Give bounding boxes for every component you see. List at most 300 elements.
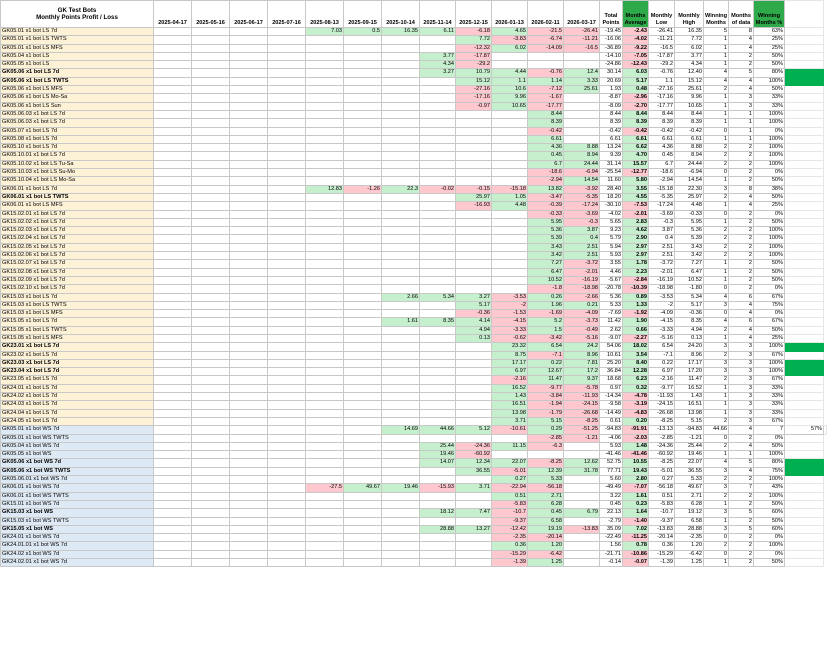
value-cell[interactable]	[382, 102, 420, 110]
value-cell[interactable]	[154, 152, 192, 160]
value-cell[interactable]	[306, 550, 344, 558]
bot-name-cell[interactable]: GK05.10.01 x1 bot LS 7d	[1, 152, 154, 160]
value-cell[interactable]: 0.36	[492, 542, 528, 550]
value-cell[interactable]: -17.77	[528, 102, 564, 110]
value-cell[interactable]	[420, 252, 456, 260]
value-cell[interactable]	[306, 135, 344, 143]
value-cell[interactable]: 7	[754, 426, 785, 434]
value-cell[interactable]	[154, 318, 192, 326]
value-cell[interactable]	[154, 451, 192, 459]
value-cell[interactable]	[230, 359, 268, 367]
bot-name-cell[interactable]: GK24.05 x1 bot LS 7d	[1, 417, 154, 425]
value-cell[interactable]	[344, 243, 382, 251]
value-cell[interactable]	[154, 77, 192, 85]
value-cell[interactable]: -0.14	[600, 559, 623, 567]
bot-name-cell[interactable]: GK15.02.09 x1 bot LS 7d	[1, 276, 154, 284]
value-cell[interactable]: 5.36	[528, 227, 564, 235]
value-cell[interactable]: 6.79	[564, 509, 600, 517]
value-cell[interactable]	[382, 509, 420, 517]
value-cell[interactable]: 2	[729, 550, 754, 558]
value-cell[interactable]	[456, 417, 492, 425]
value-cell[interactable]: 7.27	[528, 260, 564, 268]
value-cell[interactable]	[154, 268, 192, 276]
value-cell[interactable]	[344, 52, 382, 60]
value-cell[interactable]	[192, 252, 230, 260]
value-cell[interactable]: 12.28	[623, 368, 649, 376]
value-cell[interactable]: 25.97	[456, 193, 492, 201]
value-cell[interactable]: 3.55	[623, 185, 649, 193]
value-cell[interactable]	[492, 127, 528, 135]
value-cell[interactable]	[344, 301, 382, 309]
value-cell[interactable]	[456, 227, 492, 235]
value-cell[interactable]	[192, 69, 230, 77]
value-cell[interactable]: 3	[704, 359, 729, 367]
value-cell[interactable]: 50%	[754, 442, 785, 450]
value-cell[interactable]: 4	[729, 442, 754, 450]
value-cell[interactable]: -2.96	[623, 94, 649, 102]
value-cell[interactable]	[154, 235, 192, 243]
value-cell[interactable]: 2	[704, 476, 729, 484]
value-cell[interactable]: 3	[704, 301, 729, 309]
value-cell[interactable]: 1	[704, 52, 729, 60]
value-cell[interactable]	[306, 268, 344, 276]
value-cell[interactable]	[382, 384, 420, 392]
value-cell[interactable]	[268, 359, 306, 367]
value-cell[interactable]: 100%	[754, 476, 785, 484]
value-cell[interactable]: 25.44	[420, 442, 456, 450]
value-cell[interactable]: 5.33	[528, 476, 564, 484]
value-cell[interactable]	[382, 160, 420, 168]
value-cell[interactable]: 18.12	[420, 509, 456, 517]
bot-name-cell[interactable]: GK05.10.03 x1 bot LS Su-Mo	[1, 169, 154, 177]
value-cell[interactable]	[306, 326, 344, 334]
value-cell[interactable]	[344, 293, 382, 301]
value-cell[interactable]	[344, 542, 382, 550]
value-cell[interactable]	[268, 36, 306, 44]
value-cell[interactable]: 25%	[754, 334, 785, 342]
value-cell[interactable]	[344, 135, 382, 143]
value-cell[interactable]	[230, 94, 268, 102]
value-cell[interactable]: -1.40	[623, 517, 649, 525]
value-cell[interactable]: 3	[704, 343, 729, 351]
value-cell[interactable]: 0	[704, 169, 729, 177]
value-cell[interactable]	[154, 102, 192, 110]
value-cell[interactable]	[230, 451, 268, 459]
value-cell[interactable]: 3	[729, 409, 754, 417]
value-cell[interactable]: 6	[729, 318, 754, 326]
value-cell[interactable]	[268, 177, 306, 185]
value-cell[interactable]: -7.1	[649, 351, 675, 359]
value-cell[interactable]: 8.39	[675, 119, 704, 127]
value-cell[interactable]: 1.61	[623, 492, 649, 500]
value-cell[interactable]	[154, 285, 192, 293]
value-cell[interactable]: 49.67	[675, 484, 704, 492]
value-cell[interactable]: 1	[704, 135, 729, 143]
value-cell[interactable]: 0.45	[600, 500, 623, 508]
value-cell[interactable]: 3	[729, 368, 754, 376]
value-cell[interactable]: 5.36	[600, 293, 623, 301]
value-cell[interactable]	[382, 368, 420, 376]
value-cell[interactable]: -4.09	[564, 310, 600, 318]
value-cell[interactable]: -0.97	[456, 102, 492, 110]
value-cell[interactable]	[456, 376, 492, 384]
value-cell[interactable]: 3.71	[492, 417, 528, 425]
value-cell[interactable]	[192, 376, 230, 384]
value-cell[interactable]: -0.62	[492, 334, 528, 342]
value-cell[interactable]	[306, 152, 344, 160]
value-cell[interactable]: 2.23	[623, 268, 649, 276]
value-cell[interactable]: 0.61	[600, 417, 623, 425]
value-cell[interactable]: 1	[704, 451, 729, 459]
value-cell[interactable]: 25.44	[675, 442, 704, 450]
value-cell[interactable]	[382, 376, 420, 384]
value-cell[interactable]	[230, 28, 268, 36]
value-cell[interactable]: -5.16	[564, 334, 600, 342]
value-cell[interactable]: -0.02	[420, 185, 456, 193]
value-cell[interactable]	[382, 351, 420, 359]
value-cell[interactable]: 80%	[754, 459, 785, 467]
bot-name-cell[interactable]: GK23.05 x1 bot LS 7d	[1, 376, 154, 384]
value-cell[interactable]	[382, 69, 420, 77]
value-cell[interactable]	[456, 218, 492, 226]
value-cell[interactable]: 18.68	[600, 376, 623, 384]
value-cell[interactable]: -5.01	[649, 467, 675, 475]
value-cell[interactable]: 4.36	[528, 144, 564, 152]
bot-name-cell[interactable]: GK06.01 x1 bot WS TWTS	[1, 492, 154, 500]
value-cell[interactable]	[456, 210, 492, 218]
value-cell[interactable]: 8	[729, 185, 754, 193]
value-cell[interactable]	[154, 359, 192, 367]
value-cell[interactable]: 4	[729, 326, 754, 334]
bot-name-cell[interactable]: GK15.03 x1 bot WS TWTS	[1, 517, 154, 525]
value-cell[interactable]	[420, 534, 456, 542]
value-cell[interactable]	[154, 202, 192, 210]
bot-name-cell[interactable]: GK24.04 x1 bot LS 7d	[1, 409, 154, 417]
value-cell[interactable]	[344, 442, 382, 450]
value-cell[interactable]	[492, 52, 528, 60]
value-cell[interactable]	[382, 44, 420, 52]
value-cell[interactable]	[154, 28, 192, 36]
value-cell[interactable]	[564, 127, 600, 135]
value-cell[interactable]: 67%	[754, 376, 785, 384]
bot-name-cell[interactable]: GK05.06.03 x1 bot LS 7d	[1, 110, 154, 118]
value-cell[interactable]: 1	[704, 393, 729, 401]
value-cell[interactable]: 6.28	[675, 500, 704, 508]
value-cell[interactable]: 22.3	[382, 185, 420, 193]
value-cell[interactable]: -9.77	[649, 384, 675, 392]
value-cell[interactable]: 19.19	[528, 525, 564, 533]
value-cell[interactable]: 30.14	[600, 69, 623, 77]
value-cell[interactable]	[154, 86, 192, 94]
value-cell[interactable]	[344, 160, 382, 168]
value-cell[interactable]: 2.71	[528, 492, 564, 500]
value-cell[interactable]	[192, 351, 230, 359]
value-cell[interactable]: 6.23	[623, 376, 649, 384]
value-cell[interactable]: -2.85	[649, 434, 675, 442]
value-cell[interactable]: 6.61	[623, 135, 649, 143]
value-cell[interactable]	[192, 417, 230, 425]
value-cell[interactable]	[154, 351, 192, 359]
value-cell[interactable]: 28.40	[600, 185, 623, 193]
value-cell[interactable]: -10.7	[649, 509, 675, 517]
value-cell[interactable]: 2	[704, 326, 729, 334]
value-cell[interactable]	[230, 135, 268, 143]
value-cell[interactable]	[420, 268, 456, 276]
value-cell[interactable]: 14.54	[564, 177, 600, 185]
value-cell[interactable]	[564, 110, 600, 118]
value-cell[interactable]	[230, 127, 268, 135]
value-cell[interactable]: 5.17	[623, 77, 649, 85]
value-cell[interactable]	[382, 326, 420, 334]
value-cell[interactable]: 4	[729, 86, 754, 94]
value-cell[interactable]: 3	[729, 376, 754, 384]
value-cell[interactable]	[344, 376, 382, 384]
value-cell[interactable]: -24.86	[600, 61, 623, 69]
value-cell[interactable]: -24.15	[649, 401, 675, 409]
value-cell[interactable]	[192, 517, 230, 525]
value-cell[interactable]	[382, 393, 420, 401]
value-cell[interactable]: 1.05	[492, 193, 528, 201]
value-cell[interactable]: -17.87	[649, 52, 675, 60]
value-cell[interactable]	[344, 359, 382, 367]
value-cell[interactable]	[268, 243, 306, 251]
value-cell[interactable]	[456, 517, 492, 525]
value-cell[interactable]	[456, 160, 492, 168]
value-cell[interactable]	[268, 326, 306, 334]
value-cell[interactable]: -5.67	[600, 276, 623, 284]
value-cell[interactable]	[230, 368, 268, 376]
value-cell[interactable]	[306, 102, 344, 110]
value-cell[interactable]: 4.62	[623, 227, 649, 235]
value-cell[interactable]: -15.18	[649, 185, 675, 193]
value-cell[interactable]: 1.1	[649, 77, 675, 85]
value-cell[interactable]: 50%	[754, 559, 785, 567]
value-cell[interactable]	[192, 61, 230, 69]
value-cell[interactable]: -2.03	[623, 434, 649, 442]
value-cell[interactable]: -18.98	[564, 285, 600, 293]
value-cell[interactable]	[268, 301, 306, 309]
value-cell[interactable]	[154, 177, 192, 185]
value-cell[interactable]: 6.97	[492, 368, 528, 376]
value-cell[interactable]: 2.71	[675, 492, 704, 500]
value-cell[interactable]: -21.71	[600, 550, 623, 558]
value-cell[interactable]	[382, 417, 420, 425]
value-cell[interactable]: 3.27	[420, 69, 456, 77]
value-cell[interactable]	[382, 36, 420, 44]
value-cell[interactable]	[420, 210, 456, 218]
value-cell[interactable]: -7.69	[600, 310, 623, 318]
value-cell[interactable]: -11.93	[649, 393, 675, 401]
value-cell[interactable]: 4	[729, 310, 754, 318]
value-cell[interactable]: -6.42	[528, 550, 564, 558]
value-cell[interactable]	[230, 550, 268, 558]
value-cell[interactable]	[344, 119, 382, 127]
value-cell[interactable]: -7.12	[528, 86, 564, 94]
value-cell[interactable]: -11.25	[623, 534, 649, 542]
value-cell[interactable]: -7.05	[623, 52, 649, 60]
value-cell[interactable]: 0	[704, 534, 729, 542]
value-cell[interactable]: -17.24	[564, 202, 600, 210]
value-cell[interactable]	[420, 517, 456, 525]
bot-name-cell[interactable]: GK05.06.03 x1 bot LS 7d	[1, 119, 154, 127]
value-cell[interactable]	[268, 293, 306, 301]
bot-name-cell[interactable]: GK05.01 x1 bot WS 7d	[1, 426, 154, 434]
value-cell[interactable]: 1	[704, 44, 729, 52]
value-cell[interactable]: -17.16	[456, 94, 492, 102]
value-cell[interactable]: -6.42	[675, 550, 704, 558]
value-cell[interactable]	[268, 417, 306, 425]
value-cell[interactable]: -60.92	[649, 451, 675, 459]
value-cell[interactable]: -2.66	[564, 293, 600, 301]
value-cell[interactable]: 8.39	[528, 119, 564, 127]
value-cell[interactable]: -1.21	[675, 434, 704, 442]
value-cell[interactable]	[306, 310, 344, 318]
bot-name-cell[interactable]: GK06.01 x1 bot WS 7d	[1, 484, 154, 492]
value-cell[interactable]	[420, 44, 456, 52]
value-cell[interactable]: -9.37	[492, 517, 528, 525]
value-cell[interactable]	[456, 285, 492, 293]
value-cell[interactable]: 5.93	[600, 252, 623, 260]
value-cell[interactable]: -9.58	[600, 401, 623, 409]
value-cell[interactable]	[268, 550, 306, 558]
value-cell[interactable]: 8.88	[675, 144, 704, 152]
value-cell[interactable]: -9.77	[528, 384, 564, 392]
value-cell[interactable]: -3.69	[649, 210, 675, 218]
value-cell[interactable]	[230, 52, 268, 60]
value-cell[interactable]: 2	[729, 285, 754, 293]
value-cell[interactable]	[528, 52, 564, 60]
value-cell[interactable]: 33%	[754, 401, 785, 409]
value-cell[interactable]	[456, 260, 492, 268]
value-cell[interactable]: 2	[704, 542, 729, 550]
value-cell[interactable]: 1.90	[623, 318, 649, 326]
value-cell[interactable]	[306, 177, 344, 185]
value-cell[interactable]: 0	[704, 310, 729, 318]
value-cell[interactable]: -41.46	[600, 451, 623, 459]
value-cell[interactable]	[420, 135, 456, 143]
value-cell[interactable]	[268, 467, 306, 475]
value-cell[interactable]: 4	[704, 69, 729, 77]
value-cell[interactable]	[192, 484, 230, 492]
value-cell[interactable]: 0.23	[623, 500, 649, 508]
value-cell[interactable]	[154, 550, 192, 558]
bot-name-cell[interactable]: GK15.05 x1 bot WS	[1, 525, 154, 533]
value-cell[interactable]: 13.24	[600, 144, 623, 152]
value-cell[interactable]	[154, 252, 192, 260]
value-cell[interactable]: 5.80	[623, 177, 649, 185]
value-cell[interactable]: 25.61	[675, 86, 704, 94]
value-cell[interactable]	[306, 426, 344, 434]
value-cell[interactable]: 31.78	[564, 467, 600, 475]
value-cell[interactable]	[268, 69, 306, 77]
value-cell[interactable]: 50%	[754, 268, 785, 276]
value-cell[interactable]	[382, 61, 420, 69]
value-cell[interactable]: 3	[729, 94, 754, 102]
value-cell[interactable]: 100%	[754, 359, 785, 367]
value-cell[interactable]: 33%	[754, 102, 785, 110]
value-cell[interactable]	[192, 177, 230, 185]
value-cell[interactable]: 50%	[754, 218, 785, 226]
value-cell[interactable]: 0.51	[492, 492, 528, 500]
value-cell[interactable]: 2	[729, 52, 754, 60]
value-cell[interactable]: 3.43	[675, 243, 704, 251]
value-cell[interactable]	[420, 127, 456, 135]
value-cell[interactable]: 14.54	[675, 177, 704, 185]
value-cell[interactable]	[154, 376, 192, 384]
value-cell[interactable]: 2	[704, 144, 729, 152]
value-cell[interactable]	[154, 426, 192, 434]
value-cell[interactable]	[456, 276, 492, 284]
value-cell[interactable]	[306, 525, 344, 533]
value-cell[interactable]	[268, 268, 306, 276]
value-cell[interactable]	[344, 451, 382, 459]
value-cell[interactable]	[306, 467, 344, 475]
value-cell[interactable]: 13.98	[492, 409, 528, 417]
value-cell[interactable]	[306, 77, 344, 85]
value-cell[interactable]: 8.75	[492, 351, 528, 359]
value-cell[interactable]: -2.35	[675, 534, 704, 542]
value-cell[interactable]	[420, 227, 456, 235]
bot-name-cell[interactable]: GK23.04 x1 bot LS 7d	[1, 368, 154, 376]
value-cell[interactable]: 33%	[754, 384, 785, 392]
value-cell[interactable]	[268, 434, 306, 442]
bot-name-cell[interactable]: GK05.04 x1 bot LS	[1, 52, 154, 60]
value-cell[interactable]: -0.42	[600, 127, 623, 135]
value-cell[interactable]: 4	[729, 467, 754, 475]
value-cell[interactable]	[230, 293, 268, 301]
value-cell[interactable]: 3	[729, 401, 754, 409]
value-cell[interactable]: -2.16	[649, 376, 675, 384]
value-cell[interactable]	[420, 218, 456, 226]
value-cell[interactable]	[230, 393, 268, 401]
value-cell[interactable]: 5.60	[600, 476, 623, 484]
value-cell[interactable]: 3	[704, 509, 729, 517]
value-cell[interactable]: 1.25	[675, 559, 704, 567]
value-cell[interactable]	[192, 169, 230, 177]
bot-name-cell[interactable]: GK06.01 x1 bot LS 7d	[1, 185, 154, 193]
value-cell[interactable]	[192, 235, 230, 243]
value-cell[interactable]: 9.96	[492, 94, 528, 102]
value-cell[interactable]: 1.61	[382, 318, 420, 326]
value-cell[interactable]: 16.35	[675, 28, 704, 36]
value-cell[interactable]	[456, 252, 492, 260]
bot-name-cell[interactable]: GK05.06 x1 bot LS 7d	[1, 69, 154, 77]
value-cell[interactable]: 3.33	[564, 77, 600, 85]
value-cell[interactable]	[192, 44, 230, 52]
value-cell[interactable]	[154, 525, 192, 533]
value-cell[interactable]	[344, 169, 382, 177]
value-cell[interactable]: 2	[729, 160, 754, 168]
value-cell[interactable]: 24.44	[675, 160, 704, 168]
bot-name-cell[interactable]: GK06.01 x1 bot LS MFS	[1, 202, 154, 210]
value-cell[interactable]	[192, 210, 230, 218]
value-cell[interactable]: -16.5	[564, 44, 600, 52]
value-cell[interactable]: 0%	[754, 210, 785, 218]
bot-name-cell[interactable]: GK23.02 x1 bot LS 7d	[1, 351, 154, 359]
value-cell[interactable]	[154, 144, 192, 152]
value-cell[interactable]	[306, 160, 344, 168]
bot-name-cell[interactable]: GK15.03 x1 bot LS TWTS	[1, 301, 154, 309]
value-cell[interactable]: 0	[704, 285, 729, 293]
value-cell[interactable]: 1	[729, 451, 754, 459]
value-cell[interactable]	[268, 135, 306, 143]
value-cell[interactable]: 100%	[754, 492, 785, 500]
value-cell[interactable]: -18.6	[649, 169, 675, 177]
value-cell[interactable]	[456, 542, 492, 550]
value-cell[interactable]	[492, 252, 528, 260]
value-cell[interactable]: 4	[729, 301, 754, 309]
value-cell[interactable]	[344, 44, 382, 52]
